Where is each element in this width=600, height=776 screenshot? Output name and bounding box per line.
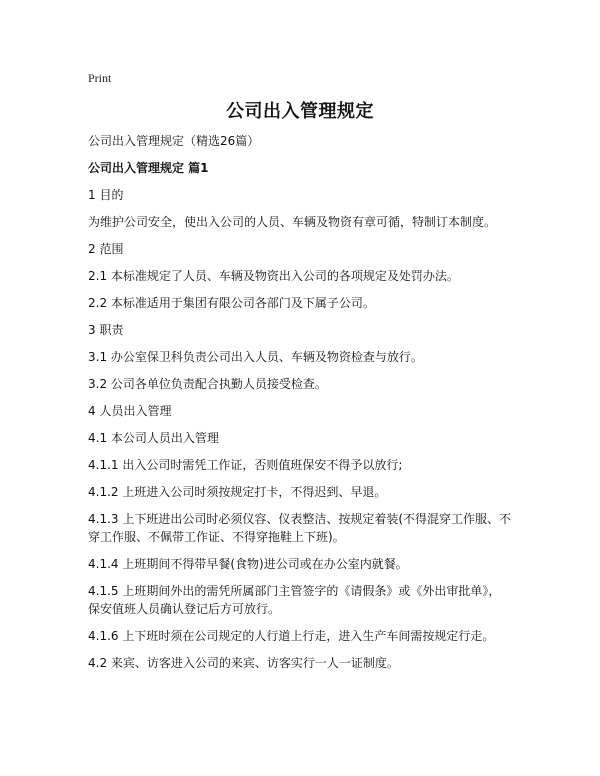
paragraph: 1 目的 — [88, 188, 124, 202]
paragraph: 4.1.2 上班进入公司时须按规定打卡，不得迟到、早退。 — [88, 485, 387, 499]
paragraph: 4.1.4 上班期间不得带早餐(食物)进公司或在办公室内就餐。 — [88, 557, 408, 571]
paragraph: 4.1 本公司人员出入管理 — [88, 431, 219, 445]
paragraph: 4.1.6 上下班时须在公司规定的人行道上行走，进入生产车间需按规定行走。 — [88, 629, 495, 643]
paragraph: 4.1.3 上下班进出公司时必须仪容、仪表整洁、按规定着装(不得混穿工作服、不穿工作服、不佩带工作证、不得穿拖鞋上下班)。 — [88, 512, 512, 544]
paragraph: 2 范围 — [88, 242, 124, 256]
paragraph: 为维护公司安全，使出入公司的人员、车辆及物资有章可循，特制订本制度。 — [88, 215, 497, 229]
document-body — [88, 132, 512, 681]
paragraph: 3 职责 — [88, 323, 124, 337]
paragraph: 2.1 本标准规定了人员、车辆及物资出入公司的各项规定及处罚办法。 — [88, 269, 459, 283]
paragraph: 公司出入管理规定（精选26篇） — [88, 134, 260, 148]
paragraph: 4 人员出入管理 — [88, 404, 172, 418]
paragraph: 3.2 公司各单位负责配合执勤人员接受检查。 — [88, 377, 327, 391]
paragraph: 4.1.5 上班期间外出的需凭所属部门主管签字的《请假条》或《外出审批单》，保安值班人员确认登记后方可放行。 — [88, 584, 501, 616]
paragraph: 4.1.1 出入公司时需凭工作证，否则值班保安不得予以放行; — [88, 458, 403, 472]
document-title: 公司出入管理规定 — [226, 101, 374, 122]
paragraph: 4.2 来宾、访客进入公司的来宾、访客实行一人一证制度。 — [88, 656, 399, 670]
print-label: Print — [88, 71, 112, 85]
section-heading: 公司出入管理规定 篇1 — [88, 161, 209, 175]
paragraph: 3.1 办公室保卫科负责公司出入人员、车辆及物资检查与放行。 — [88, 350, 423, 364]
paragraph: 2.2 本标准适用于集团有限公司各部门及下属子公司。 — [88, 296, 375, 310]
